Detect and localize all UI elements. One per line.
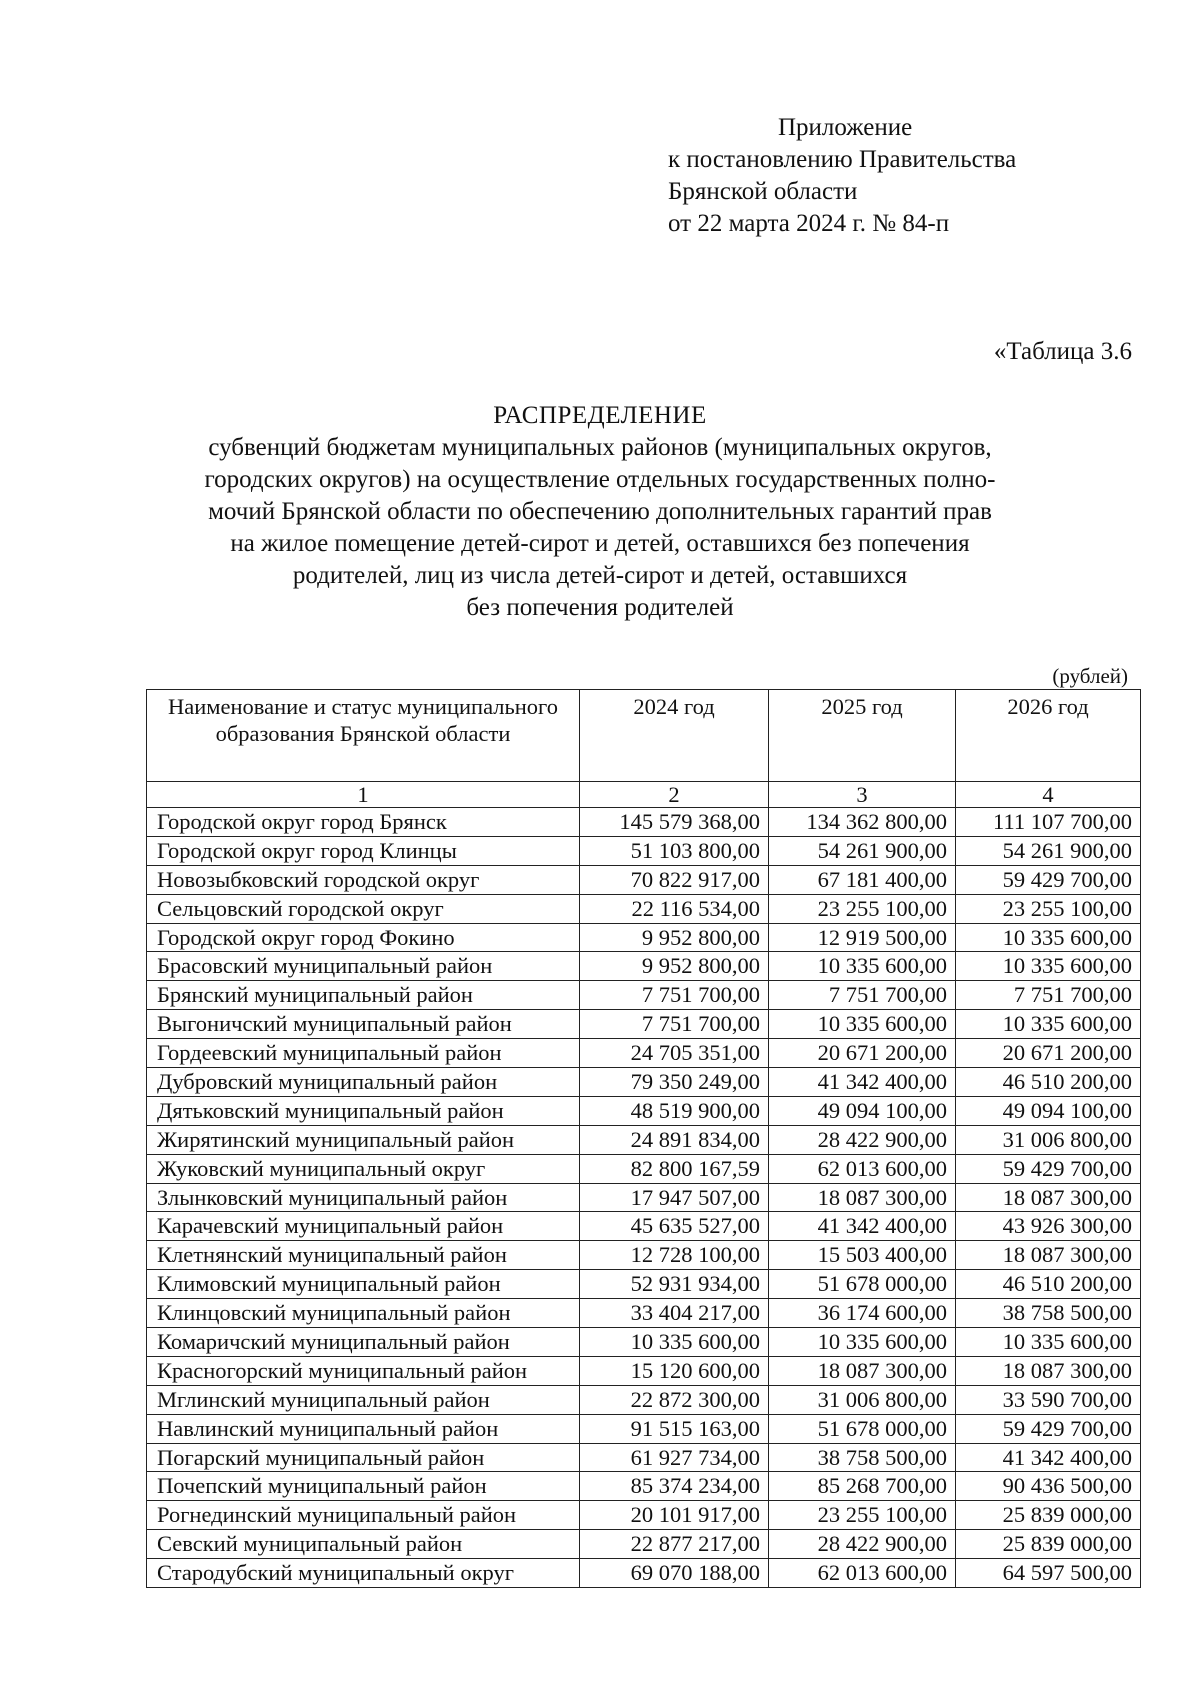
municipality-name: Жуковский муниципальный округ [147,1154,580,1183]
value-2024: 10 335 600,00 [580,1328,769,1357]
municipality-name: Стародубский муниципальный округ [147,1559,580,1588]
value-2024: 9 952 800,00 [580,952,769,981]
title-line: городских округов) на осуществление отдельных государственных полно- [204,466,996,493]
value-2025: 28 422 900,00 [769,1530,956,1559]
title-line: мочий Брянской области по обеспечению дополнительных гарантий прав [208,498,992,525]
table-row [147,1328,1141,1357]
value-2024: 7 751 700,00 [580,981,769,1010]
value-2025: 49 094 100,00 [769,1096,956,1125]
table-row [147,1096,1141,1125]
value-2024: 51 103 800,00 [580,836,769,865]
municipality-name: Городской округ город Брянск [147,808,580,837]
municipality-name: Гордеевский муниципальный район [147,1039,580,1068]
value-2024: 20 101 917,00 [580,1501,769,1530]
table-row [147,1414,1141,1443]
value-2024: 17 947 507,00 [580,1183,769,1212]
value-2024: 33 404 217,00 [580,1299,769,1328]
municipality-name: Комаричский муниципальный район [147,1328,580,1357]
value-2026: 46 510 200,00 [956,1068,1141,1097]
municipality-name: Севский муниципальный район [147,1530,580,1559]
value-2026: 111 107 700,00 [956,808,1141,837]
appendix-date-number: от 22 марта 2024 г. № 84-п [668,210,950,237]
column-number: 4 [956,782,1141,808]
municipality-name: Брасовский муниципальный район [147,952,580,981]
municipality-name: Дятьковский муниципальный район [147,1096,580,1125]
value-2025: 85 268 700,00 [769,1472,956,1501]
value-2025: 51 678 000,00 [769,1414,956,1443]
table-row [147,1299,1141,1328]
value-2024: 82 800 167,59 [580,1154,769,1183]
table-row [147,923,1141,952]
column-number-row [147,782,1141,808]
header-name: Наименование и статус муниципального образования Брянской области [147,690,580,782]
value-2026: 59 429 700,00 [956,865,1141,894]
appendix-line: к постановлению Правительства [668,146,1017,173]
value-2026: 64 597 500,00 [956,1559,1141,1588]
document-title [140,400,1060,624]
value-2025: 41 342 400,00 [769,1212,956,1241]
value-2026: 33 590 700,00 [956,1385,1141,1414]
header-2024: 2024 год [580,690,769,782]
municipality-name: Красногорский муниципальный район [147,1356,580,1385]
title-line: на жилое помещение детей-сирот и детей, оставшихся без попечения [230,530,970,557]
value-2026: 41 342 400,00 [956,1443,1141,1472]
table-row [147,1125,1141,1154]
municipality-name: Карачевский муниципальный район [147,1212,580,1241]
table-row [147,1241,1141,1270]
value-2025: 12 919 500,00 [769,923,956,952]
municipality-name: Городской округ город Клинцы [147,836,580,865]
value-2026: 46 510 200,00 [956,1270,1141,1299]
title-line: субвенций бюджетам муниципальных районов (муниципальных округов, [208,434,992,461]
value-2024: 9 952 800,00 [580,923,769,952]
appendix-title: Приложение [778,114,913,141]
value-2025: 10 335 600,00 [769,1010,956,1039]
value-2024: 79 350 249,00 [580,1068,769,1097]
title-line: без попечения родителей [466,594,734,621]
value-2026: 10 335 600,00 [956,923,1141,952]
table-row [147,1154,1141,1183]
table-row [147,1472,1141,1501]
value-2026: 54 261 900,00 [956,836,1141,865]
value-2026: 25 839 000,00 [956,1501,1141,1530]
table-row [147,808,1141,837]
value-2025: 36 174 600,00 [769,1299,956,1328]
table-row [147,1356,1141,1385]
table-row [147,1501,1141,1530]
value-2026: 10 335 600,00 [956,952,1141,981]
value-2025: 23 255 100,00 [769,894,956,923]
value-2025: 62 013 600,00 [769,1559,956,1588]
value-2025: 20 671 200,00 [769,1039,956,1068]
table-row [147,981,1141,1010]
column-number: 1 [147,782,580,808]
value-2025: 31 006 800,00 [769,1385,956,1414]
table-label: «Таблица 3.6 [993,338,1132,365]
appendix-line: Брянской области [668,178,858,205]
municipality-name: Городской округ город Фокино [147,923,580,952]
municipality-name: Климовский муниципальный район [147,1270,580,1299]
value-2025: 51 678 000,00 [769,1270,956,1299]
municipality-name: Новозыбковский городской округ [147,865,580,894]
title-heading: РАСПРЕДЕЛЕНИЕ [493,402,707,429]
table-row [147,1183,1141,1212]
column-number: 2 [580,782,769,808]
value-2026: 10 335 600,00 [956,1010,1141,1039]
table-row [147,865,1141,894]
value-2025: 15 503 400,00 [769,1241,956,1270]
table-row [147,1270,1141,1299]
municipality-name: Мглинский муниципальный район [147,1385,580,1414]
value-2026: 7 751 700,00 [956,981,1141,1010]
table-row [147,1212,1141,1241]
value-2024: 52 931 934,00 [580,1270,769,1299]
value-2026: 90 436 500,00 [956,1472,1141,1501]
value-2024: 91 515 163,00 [580,1414,769,1443]
value-2026: 59 429 700,00 [956,1154,1141,1183]
municipality-name: Навлинский муниципальный район [147,1414,580,1443]
value-2024: 61 927 734,00 [580,1443,769,1472]
municipality-name: Погарский муниципальный район [147,1443,580,1472]
units-label: (рублей) [1052,664,1128,688]
value-2024: 7 751 700,00 [580,1010,769,1039]
value-2026: 18 087 300,00 [956,1356,1141,1385]
table-row [147,836,1141,865]
table-row [147,894,1141,923]
value-2025: 18 087 300,00 [769,1183,956,1212]
table-row [147,1039,1141,1068]
table-row [147,1559,1141,1588]
value-2025: 134 362 800,00 [769,808,956,837]
value-2025: 10 335 600,00 [769,952,956,981]
value-2025: 41 342 400,00 [769,1068,956,1097]
table-row [147,1530,1141,1559]
value-2024: 24 891 834,00 [580,1125,769,1154]
municipality-name: Клетнянский муниципальный район [147,1241,580,1270]
value-2026: 18 087 300,00 [956,1183,1141,1212]
municipality-name: Сельцовский городской округ [147,894,580,923]
distribution-table [146,689,1141,1588]
value-2026: 20 671 200,00 [956,1039,1141,1068]
municipality-name: Злынковский муниципальный район [147,1183,580,1212]
value-2026: 10 335 600,00 [956,1328,1141,1357]
municipality-name: Жирятинский муниципальный район [147,1125,580,1154]
municipality-name: Почепский муниципальный район [147,1472,580,1501]
value-2025: 62 013 600,00 [769,1154,956,1183]
value-2026: 25 839 000,00 [956,1530,1141,1559]
value-2025: 7 751 700,00 [769,981,956,1010]
header-2025: 2025 год [769,690,956,782]
value-2026: 18 087 300,00 [956,1241,1141,1270]
value-2025: 10 335 600,00 [769,1328,956,1357]
value-2026: 43 926 300,00 [956,1212,1141,1241]
table-row [147,1068,1141,1097]
value-2025: 28 422 900,00 [769,1125,956,1154]
appendix-block [668,112,1016,240]
value-2024: 12 728 100,00 [580,1241,769,1270]
value-2026: 38 758 500,00 [956,1299,1141,1328]
table-row [147,1385,1141,1414]
column-number: 3 [769,782,956,808]
value-2025: 67 181 400,00 [769,865,956,894]
value-2025: 38 758 500,00 [769,1443,956,1472]
value-2024: 85 374 234,00 [580,1472,769,1501]
value-2024: 69 070 188,00 [580,1559,769,1588]
value-2024: 22 116 534,00 [580,894,769,923]
table-header-row [147,690,1141,782]
table-row [147,1443,1141,1472]
value-2024: 24 705 351,00 [580,1039,769,1068]
value-2025: 18 087 300,00 [769,1356,956,1385]
value-2024: 15 120 600,00 [580,1356,769,1385]
value-2024: 45 635 527,00 [580,1212,769,1241]
table-row [147,952,1141,981]
value-2024: 70 822 917,00 [580,865,769,894]
value-2024: 48 519 900,00 [580,1096,769,1125]
municipality-name: Брянский муниципальный район [147,981,580,1010]
value-2026: 49 094 100,00 [956,1096,1141,1125]
value-2026: 23 255 100,00 [956,894,1141,923]
value-2026: 59 429 700,00 [956,1414,1141,1443]
value-2024: 22 877 217,00 [580,1530,769,1559]
municipality-name: Выгоничский муниципальный район [147,1010,580,1039]
value-2025: 54 261 900,00 [769,836,956,865]
municipality-name: Дубровский муниципальный район [147,1068,580,1097]
value-2026: 31 006 800,00 [956,1125,1141,1154]
value-2025: 23 255 100,00 [769,1501,956,1530]
value-2024: 145 579 368,00 [580,808,769,837]
municipality-name: Рогнединский муниципальный район [147,1501,580,1530]
table-row [147,1010,1141,1039]
header-2026: 2026 год [956,690,1141,782]
municipality-name: Клинцовский муниципальный район [147,1299,580,1328]
value-2024: 22 872 300,00 [580,1385,769,1414]
title-line: родителей, лиц из числа детей-сирот и детей, оставшихся [292,562,908,589]
